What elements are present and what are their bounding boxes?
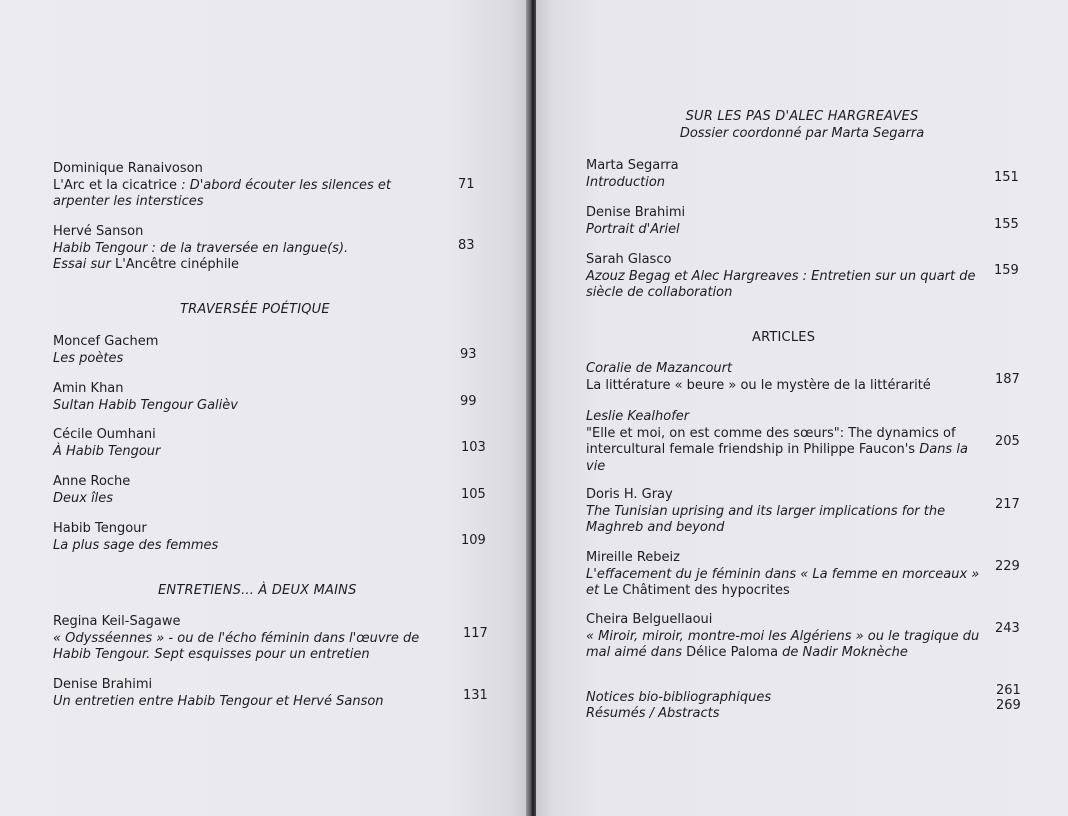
entry-author: Leslie Kealhofer	[586, 409, 690, 424]
entry-title-italic: Dans la vie	[586, 442, 968, 474]
entry-title-upright: Le Châtiment des hypocrites	[603, 583, 790, 598]
toc-entry	[53, 381, 413, 414]
entry-page-number: 187	[995, 372, 1020, 387]
section-heading: ARTICLES	[752, 330, 816, 345]
entry-page-number: 155	[994, 217, 1019, 232]
entry-title-upright: Délice Paloma	[686, 645, 779, 660]
entry-title-italic: « Odysséennes » - ou de l'écho féminin dans l'œuvre de Habib Tengour. Sept esquisses pour un entretien	[53, 630, 420, 662]
entry-title-upright: La littérature « beure » ou le mystère de la littérarité	[586, 377, 931, 393]
entry-page-number: 83	[458, 238, 475, 253]
entry-title-italic: Deux îles	[53, 490, 114, 506]
entry-page-number: 131	[463, 688, 488, 703]
entry-title-italic: de Nadir Moknèche	[778, 645, 908, 660]
entry-title-upright: "Elle et moi, on est comme des sœurs": The dynamics of intercultural female friendship in Philippe Faucon's	[586, 425, 956, 457]
toc-entry	[53, 334, 413, 367]
entry-page-number: 109	[461, 533, 486, 548]
toc-entry	[586, 550, 981, 600]
entry-author: Coralie de Mazancourt	[586, 361, 733, 376]
section-heading: TRAVERSÉE POÉTIQUE	[180, 302, 330, 317]
toc-entry	[586, 409, 981, 475]
entry-page-number: 93	[460, 347, 477, 362]
entry-page-number: 99	[460, 394, 477, 409]
entry-title-italic: Un entretien entre Habib Tengour et Hervé Sanson	[53, 693, 384, 709]
entry-title-italic: Azouz Begag et Alec Hargreaves : Entretien sur un quart de siècle de collaboration	[586, 268, 976, 300]
resumes-entry: Résumés / Abstracts	[586, 706, 720, 721]
entry-title-italic: Sultan Habib Tengour Galièv	[53, 397, 238, 413]
entry-author: Doris H. Gray	[586, 487, 673, 502]
entry-author: Cécile Oumhani	[53, 427, 156, 442]
entry-page-number: 229	[995, 559, 1020, 574]
entry-title-italic: Essai sur	[53, 257, 115, 272]
toc-entry	[53, 521, 413, 554]
entry-page-number: 261	[996, 683, 1021, 698]
entry-author: Denise Brahimi	[586, 205, 686, 220]
entry-title-italic: « Miroir, miroir, montre-moi les Algériens » ou le tragique du mal aimé dans	[586, 628, 980, 660]
entry-page-number: 205	[995, 434, 1020, 449]
entry-title-italic: La plus sage des femmes	[53, 537, 219, 553]
toc-entry	[53, 224, 413, 274]
toc-entry	[586, 158, 966, 191]
entry-title-italic: Habib Tengour : de la traversée en langue(s).	[53, 240, 349, 256]
toc-entry	[586, 612, 981, 662]
entry-page-number: 243	[995, 621, 1020, 636]
entry-author: Dominique Ranaivoson	[53, 161, 203, 176]
toc-entry	[53, 161, 413, 211]
entry-author: Denise Brahimi	[53, 677, 153, 692]
dossier-subtitle: Dossier coordonné par Marta Segarra	[679, 126, 925, 141]
entry-author: Cheira Belguellaoui	[586, 612, 713, 627]
right-page	[536, 0, 1068, 816]
entry-title-italic: : D'abord écouter les silences et arpenter les interstices	[53, 177, 391, 209]
entry-title-italic: Les poètes	[53, 350, 124, 366]
dossier-title: SUR LES PAS D'ALEC HARGREAVES	[685, 109, 919, 124]
entry-author: Mireille Rebeiz	[586, 550, 680, 565]
entry-page-number: 151	[994, 170, 1019, 185]
toc-entry	[53, 427, 413, 460]
entry-author: Hervé Sanson	[53, 224, 144, 239]
entry-title-upright: L'Arc et la cicatrice	[53, 177, 178, 193]
entry-author: Regina Keil-Sagawe	[53, 614, 181, 629]
toc-entry	[53, 677, 421, 710]
entry-title-italic: L'effacement du je féminin dans « La femme en morceaux » et	[586, 566, 980, 598]
entry-page-number: 269	[996, 698, 1021, 713]
entry-title-italic: The Tunisian uprising and its larger implications for the Maghreb and beyond	[586, 503, 946, 535]
entry-author: Habib Tengour	[53, 521, 147, 536]
entry-title-italic: Introduction	[586, 174, 666, 190]
entry-page-number: 159	[994, 263, 1019, 278]
entry-author: Anne Roche	[53, 474, 131, 489]
entry-author: Sarah Glasco	[586, 252, 672, 267]
toc-entry	[586, 252, 981, 302]
entry-title-upright: L'Ancêtre cinéphile	[114, 257, 240, 272]
entry-page-number: 71	[458, 177, 475, 192]
entry-page-number: 103	[461, 440, 486, 455]
toc-entry	[586, 487, 966, 537]
toc-entry	[586, 361, 981, 394]
entry-author: Moncef Gachem	[53, 334, 159, 349]
toc-entry	[53, 474, 413, 507]
entry-author: Marta Segarra	[586, 158, 679, 173]
entry-author: Amin Khan	[53, 381, 124, 396]
notices-entry: Notices bio-bibliographiques	[586, 690, 772, 705]
entry-page-number: 117	[463, 626, 488, 641]
section-heading: ENTRETIENS... À DEUX MAINS	[158, 583, 357, 598]
left-page	[0, 0, 528, 816]
entry-page-number: 105	[461, 487, 486, 502]
toc-entry	[53, 614, 421, 664]
toc-entry	[586, 205, 966, 238]
entry-page-number: 217	[995, 497, 1020, 512]
entry-title-italic: Portrait d'Ariel	[586, 221, 680, 237]
entry-title-italic: À Habib Tengour	[53, 443, 161, 459]
